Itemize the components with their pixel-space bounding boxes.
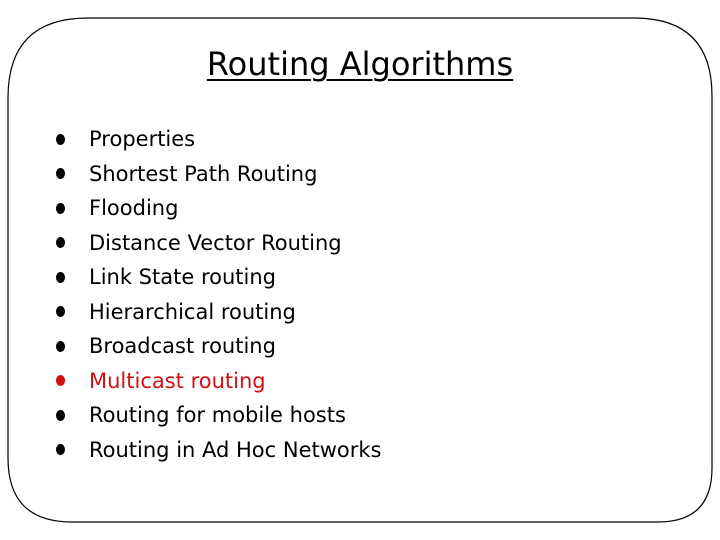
bullet-label: Routing in Ad Hoc Networks [89,437,382,462]
bullet-label: Link State routing [89,265,276,290]
bullet-label: Flooding [89,196,179,221]
list-item [52,157,382,192]
list-item-highlighted [52,364,382,399]
bullet-icon [56,375,65,386]
bullet-icon [56,134,65,145]
list-item [52,398,382,433]
slide-title [0,42,720,86]
bullet-icon [56,341,65,352]
bullet-icon [56,203,65,214]
list-item [52,122,382,157]
bullet-icon [56,306,65,317]
bullet-icon [56,168,65,179]
bullet-label: Shortest Path Routing [89,161,318,186]
list-item [52,191,382,226]
bullet-icon [56,410,65,421]
bullet-icon [56,444,65,455]
list-item [52,433,382,468]
list-item [52,226,382,261]
list-item [52,295,382,330]
bullet-label: Routing for mobile hosts [89,403,346,428]
bullet-icon [56,237,65,248]
bullet-icon [56,272,65,283]
bullet-list [52,122,382,467]
list-item [52,260,382,295]
bullet-label: Broadcast routing [89,334,276,359]
bullet-label: Distance Vector Routing [89,230,342,255]
bullet-label: Multicast routing [89,368,266,393]
bullet-label: Properties [89,127,196,152]
bullet-label: Hierarchical routing [89,299,296,324]
list-item [52,329,382,364]
slide-title-text: Routing Algorithms [206,45,514,83]
